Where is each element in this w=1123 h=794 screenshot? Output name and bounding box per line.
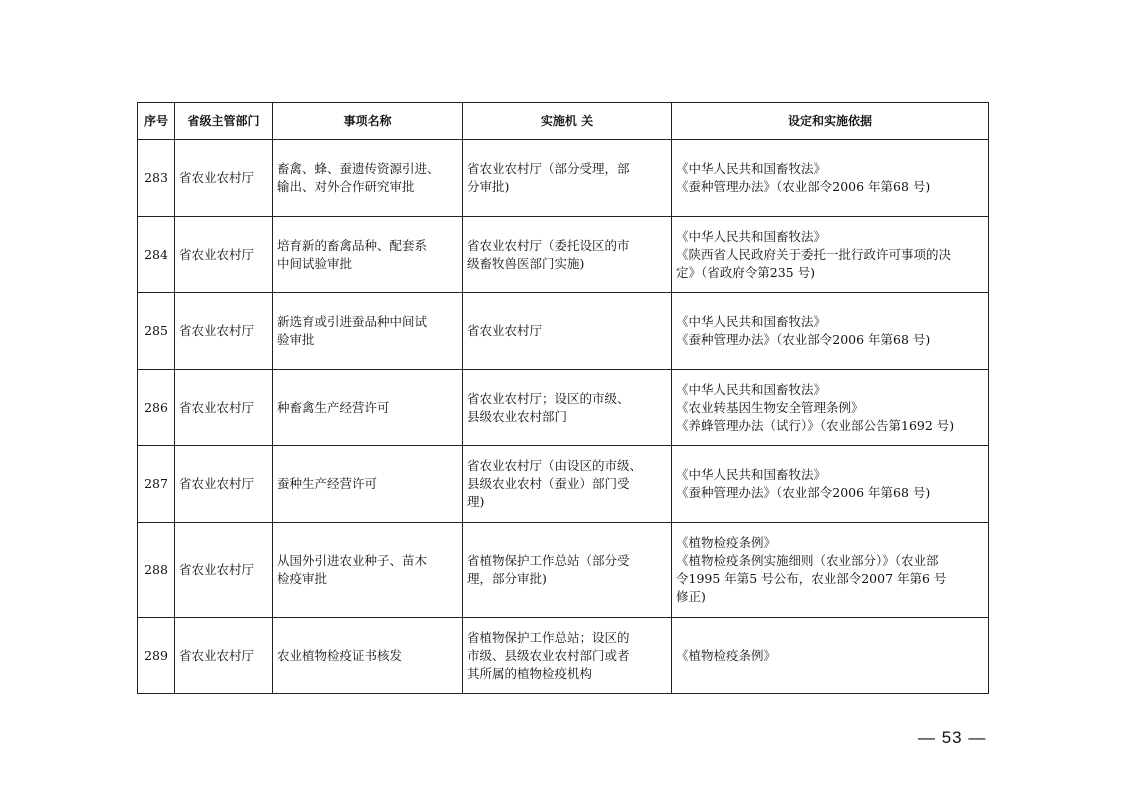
cell-agency xyxy=(463,446,672,523)
cell-line: 理，部分审批) xyxy=(467,571,547,586)
cell-basis xyxy=(672,293,989,370)
cell-dept: 省农业农村厅 xyxy=(175,370,273,446)
cell-line: 省农业农村厅；设区的市级、 xyxy=(467,390,630,406)
cell-dept: 省农业农村厅 xyxy=(175,217,273,293)
cell-line: 省农业农村厅（由设区的市级、 xyxy=(467,458,643,473)
cell-line: 省农业农村厅（委托设区的市 xyxy=(467,237,630,253)
cell-line: 验审批 xyxy=(277,332,315,347)
cell-item xyxy=(273,293,463,370)
cell-no: 288 xyxy=(138,523,175,618)
header-dept: 省级主管部门 xyxy=(175,103,273,140)
cell-no: 285 xyxy=(138,293,175,370)
header-item: 事项名称 xyxy=(273,103,463,140)
cell-item xyxy=(273,217,463,293)
cell-no: 284 xyxy=(138,217,175,293)
cell-basis xyxy=(672,618,989,694)
cell-line: 《中华人民共和国畜牧法》 xyxy=(676,161,827,176)
cell-line: 中间试验审批 xyxy=(277,255,353,271)
cell-dept: 省农业农村厅 xyxy=(175,523,273,618)
table-header-row xyxy=(138,103,989,140)
cell-line: 县级农业农村部门 xyxy=(467,408,568,424)
table-row xyxy=(138,293,989,370)
cell-basis xyxy=(672,217,989,293)
cell-line: 《植物检疫条例实施细则（农业部分）》（农业部 xyxy=(676,553,939,568)
table-row xyxy=(138,618,989,694)
cell-line: 《蚕种管理办法》（农业部令2006 年第68 号) xyxy=(676,332,931,347)
cell-line: 《中华人民共和国畜牧法》 xyxy=(676,467,827,482)
cell-no: 286 xyxy=(138,370,175,446)
cell-line: 新选育或引进蚕品种中间试 xyxy=(277,314,428,329)
cell-line: 《陕西省人民政府关于委托一批行政许可事项的决 xyxy=(676,246,952,262)
cell-item xyxy=(273,370,463,446)
cell-line: 理) xyxy=(467,494,485,509)
cell-basis xyxy=(672,140,989,217)
cell-line: 《中华人民共和国畜牧法》 xyxy=(676,381,827,397)
cell-item xyxy=(273,523,463,618)
cell-line: 《农业转基因生物安全管理条例》 xyxy=(676,399,864,415)
header-basis: 设定和实施依据 xyxy=(672,103,989,140)
cell-line: 《蚕种管理办法》（农业部令2006 年第68 号) xyxy=(676,485,931,500)
cell-basis xyxy=(672,370,989,446)
table-row xyxy=(138,140,989,217)
cell-agency xyxy=(463,523,672,618)
table-row xyxy=(138,217,989,293)
cell-dept: 省农业农村厅 xyxy=(175,140,273,217)
cell-line: 省植物保护工作总站；设区的 xyxy=(467,629,630,645)
cell-line: 令1995 年第5 号公布，农业部令2007 年第6 号 xyxy=(676,571,947,586)
cell-line: 《中华人民共和国畜牧法》 xyxy=(676,228,827,244)
cell-line: 输出、对外合作研究审批 xyxy=(277,179,415,194)
table-row xyxy=(138,523,989,618)
cell-line: 《植物检疫条例》 xyxy=(676,647,777,663)
cell-line: 市级、县级农业农村部门或者 xyxy=(467,647,630,663)
cell-line: 畜禽、蜂、蚕遗传资源引进、 xyxy=(277,161,440,176)
cell-no: 283 xyxy=(138,140,175,217)
cell-line: 《植物检疫条例》 xyxy=(676,535,777,550)
cell-line: 县级农业农村（蚕业）部门受 xyxy=(467,476,630,491)
cell-agency xyxy=(463,140,672,217)
cell-no: 289 xyxy=(138,618,175,694)
cell-line: 其所属的植物检疫机构 xyxy=(467,665,593,681)
cell-dept: 省农业农村厅 xyxy=(175,446,273,523)
cell-line: 种畜禽生产经营许可 xyxy=(277,399,390,415)
cell-line: 培育新的畜禽品种、配套系 xyxy=(277,237,428,253)
cell-line: 级畜牧兽医部门实施) xyxy=(467,255,585,271)
cell-agency xyxy=(463,618,672,694)
cell-no: 287 xyxy=(138,446,175,523)
cell-line: 蚕种生产经营许可 xyxy=(277,476,378,491)
cell-item xyxy=(273,446,463,523)
cell-line: 检疫审批 xyxy=(277,571,328,586)
cell-line: 《养蜂管理办法（试行）》（农业部公告第1692 号) xyxy=(676,417,955,433)
cell-agency xyxy=(463,370,672,446)
cell-item xyxy=(273,618,463,694)
cell-line: 分审批) xyxy=(467,179,510,194)
cell-dept: 省农业农村厅 xyxy=(175,618,273,694)
header-no: 序号 xyxy=(138,103,175,140)
table-row xyxy=(138,446,989,523)
table-row xyxy=(138,370,989,446)
cell-line: 从国外引进农业种子、苗木 xyxy=(277,553,428,568)
cell-line: 《蚕种管理办法》（农业部令2006 年第68 号) xyxy=(676,179,931,194)
cell-line: 省农业农村厅（部分受理，部 xyxy=(467,161,630,176)
cell-basis xyxy=(672,446,989,523)
cell-agency xyxy=(463,293,672,370)
header-agency: 实施机 关 xyxy=(463,103,672,140)
cell-line: 《中华人民共和国畜牧法》 xyxy=(676,314,827,329)
cell-line: 农业植物检疫证书核发 xyxy=(277,647,403,663)
cell-line: 省农业农村厅 xyxy=(467,323,543,338)
cell-basis xyxy=(672,523,989,618)
page-number: — 53 — xyxy=(918,728,987,747)
admin-items-table xyxy=(137,102,989,694)
cell-line: 修正) xyxy=(676,589,706,604)
cell-agency xyxy=(463,217,672,293)
cell-item xyxy=(273,140,463,217)
cell-dept: 省农业农村厅 xyxy=(175,293,273,370)
cell-line: 省植物保护工作总站（部分受 xyxy=(467,553,630,568)
cell-line: 定》（省政府令第235 号) xyxy=(676,264,815,280)
